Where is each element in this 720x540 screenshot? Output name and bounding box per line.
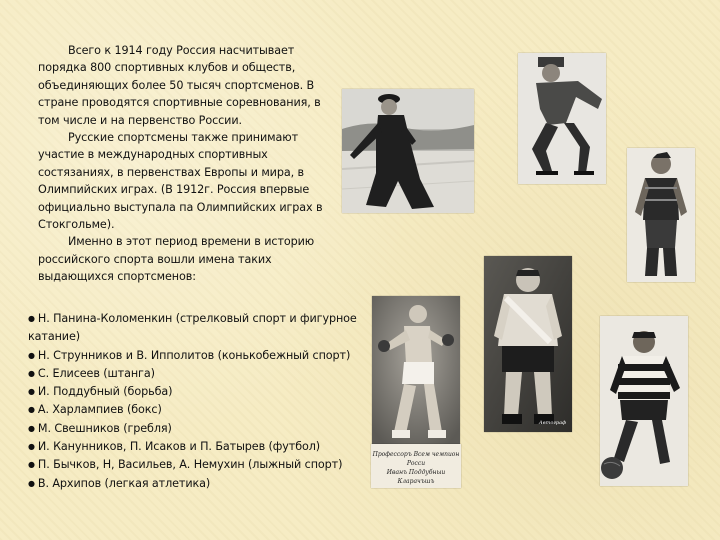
list-item <box>28 310 368 347</box>
bullet-icon: ● <box>28 460 35 470</box>
athlete-entry: С. Елисеев (штанга) <box>37 366 155 380</box>
autograph-line: Иванъ Поддубныи <box>386 469 446 476</box>
weightlifter-photo <box>627 148 695 282</box>
intro-paragraph-2: Русские спортсмены также принимают участие в международных спортивных состязаниях, в первенствах Европы и мира, в Олимпийских играх. (В 1912г. Россия впервые официально выступала па Олимпийских играх в Стокгольме). <box>38 131 323 232</box>
list-item <box>28 475 368 493</box>
autograph-line: Профессоръ Всем чемпион Росси <box>372 451 460 467</box>
athlete-entry: П. Бычков, Н, Васильев, А. Немухин (лыжный спорт) <box>37 458 343 472</box>
skater-on-ice-photo <box>342 89 474 213</box>
list-item <box>28 347 368 365</box>
autograph-line: Кларачъшъ <box>397 478 435 485</box>
list-item <box>28 401 368 419</box>
list-item <box>28 365 368 383</box>
intro-text <box>38 42 338 286</box>
bullet-icon: ● <box>28 442 35 452</box>
athlete-entry: Н. Панина-Коломенкин (стрелковый спорт и фигурное катание) <box>28 312 357 344</box>
bullet-icon: ● <box>28 387 35 397</box>
autograph-card <box>371 444 461 488</box>
bullet-icon: ● <box>28 314 35 323</box>
athlete-entry: Н. Струнников и В. Ипполитов (конькобежный спорт) <box>37 348 351 362</box>
athlete-entry: И. Поддубный (борьба) <box>37 385 173 399</box>
athlete-entry: В. Архипов (легкая атлетика) <box>37 476 211 490</box>
intro-paragraph-3: Именно в этот период времени в историю российского спорта вошли имена таких выдающихся спортсменов: <box>38 235 315 284</box>
footballer-photo <box>600 316 688 486</box>
list-item <box>28 438 368 456</box>
boxer-photo <box>372 296 460 444</box>
bullet-icon: ● <box>28 368 35 378</box>
athlete-list <box>28 310 368 493</box>
bullet-icon: ● <box>28 405 35 415</box>
intro-paragraph-1: Всего к 1914 году Россия насчитывает порядка 800 спортивных клубов и обществ, объединяющих более 50 тысяч спортсменов. В стране проводятся спортивные соревнования, в том числе и на первенство России. <box>38 44 321 127</box>
bullet-icon: ● <box>28 423 35 433</box>
list-item <box>28 383 368 401</box>
athlete-entry: М. Свешников (гребля) <box>37 421 172 435</box>
athlete-entry: А. Харлампиев (бокс) <box>37 403 162 417</box>
bullet-icon: ● <box>28 350 35 360</box>
autograph-text <box>371 450 461 486</box>
photo-caption: Автограф <box>538 420 566 426</box>
list-item <box>28 420 368 438</box>
speed-skater-photo <box>518 53 606 184</box>
bullet-icon: ● <box>28 478 35 488</box>
wrestler-photo <box>484 256 572 432</box>
athlete-entry: И. Канунников, П. Исаков и П. Батырев (футбол) <box>37 440 321 454</box>
list-item <box>28 456 368 474</box>
